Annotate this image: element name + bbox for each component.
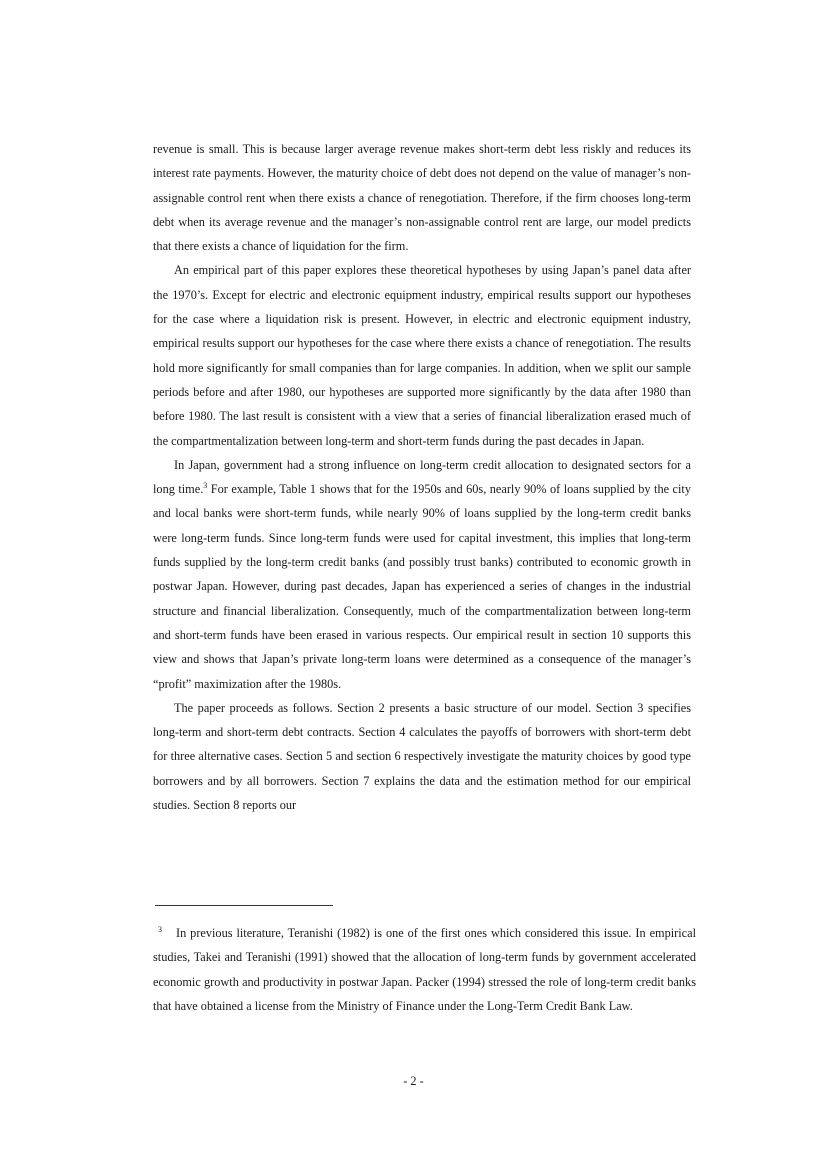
paragraph-3 — [153, 453, 691, 696]
paragraph-3-before-note: In Japan, government had a strong influence on long-term credit allocation to designated sectors for a long time. — [153, 457, 691, 497]
footnote-text: In previous literature, Teranishi (1982) is one of the first ones which considered this issue. In empirical studies, Takei and Teranishi (1991) showed that the allocation of long-term funds by government accelerated economic growth and productivity in postwar Japan. Packer (1994) stressed the role of long-term credit banks that have obtained a license from the Ministry of Finance under the Long-Term Credit Bank Law. — [153, 926, 696, 1013]
footnote — [153, 921, 696, 1018]
page-number: - 2 - — [403, 1074, 424, 1088]
footnote-mark: 3 — [158, 924, 162, 934]
paragraph-2: An empirical part of this paper explores these theoretical hypotheses by using Japan’s panel data after the 1970’s. Except for electric and electronic equipment industry, empirical results support our hypotheses for the case where a liquidation risk is present. However, in electric and electronic equipment industry, empirical results support our hypotheses for the case where there exists a chance of renegotiation. The results hold more significantly for small companies than for large companies. In addition, when we split our sample periods before and after 1980, our hypotheses are supported more significantly by the data after 1980 than before 1980. The last result is consistent with a view that a series of financial liberalization erased much of the compartmentalization between long-term and short-term funds during the past decades in Japan. — [153, 263, 691, 448]
body-text — [153, 137, 691, 817]
paragraph-4: The paper proceeds as follows. Section 2 presents a basic structure of our model. Section 3 specifies long-term and short-term debt contracts. Section 4 calculates the payoffs of borrowers with short-term debt for three alternative cases. Section 5 and section 6 respectively investigate the maturity choices by good type borrowers and by all borrowers. Section 7 explains the data and the estimation method for our empirical studies. Section 8 reports our — [153, 700, 691, 813]
footnote-divider — [155, 905, 333, 906]
footnote-reference: 3 — [203, 481, 208, 491]
paragraph-1: revenue is small. This is because larger average revenue makes short-term debt less riskly and reduces its interest rate payments. However, the maturity choice of debt does not depend on the value of manager’s non-assignable control rent when there exists a chance of renegotiation. Therefore, if the firm chooses long-term debt when its average revenue and the manager’s non-assignable control rent are large, our model predicts that there exists a chance of liquidation for the firm. — [153, 142, 691, 254]
paragraph-3-after-note: For example, Table 1 shows that for the 1950s and 60s, nearly 90% of loans supplied by the city and local banks were short-term funds, while nearly 90% of loans supplied by the long-term credit banks were long-term funds. Since long-term funds were used for capital investment, this implies that long-term funds supplied by the long-term credit banks (and possibly trust banks) contributed to economic growth in postwar Japan. However, during past decades, Japan has experienced a series of changes in the industrial structure and financial liberalization. Consequently, much of the compartmentalization between long-term and short-term funds have been erased in various respects. Our empirical result in section 10 supports this view and shows that Japan’s private long-term loans were determined as a consequence of the manager’s “profit” maximization after the 1980s. — [153, 482, 692, 691]
